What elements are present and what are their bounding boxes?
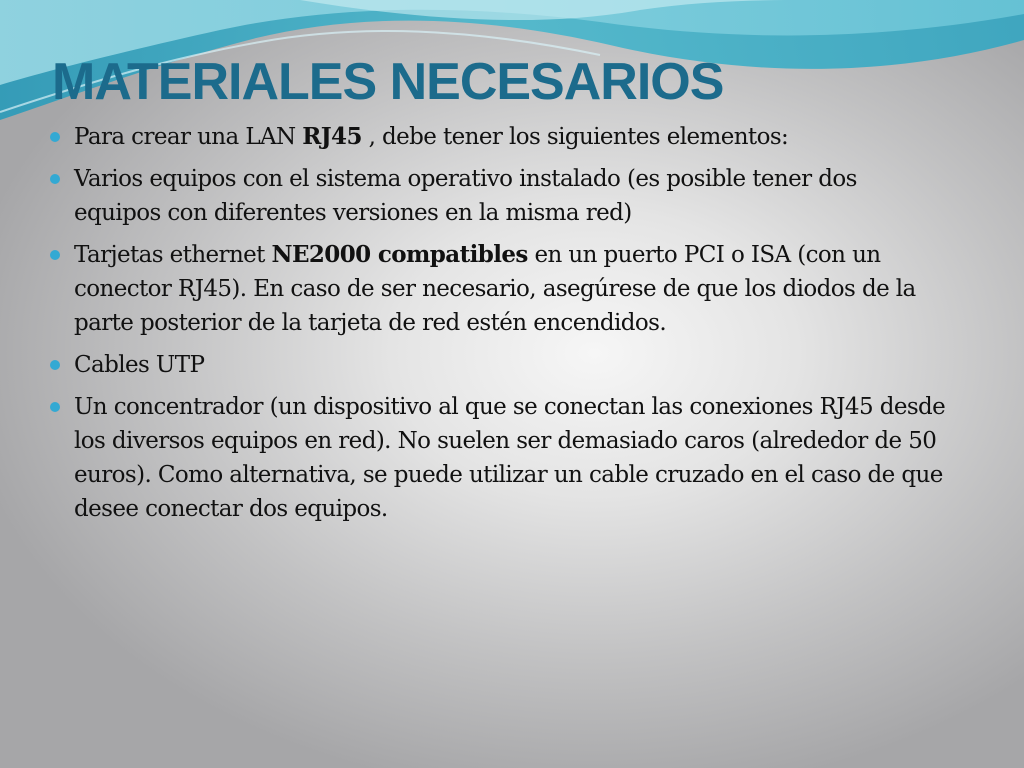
- bullet-dot-icon: [50, 402, 60, 412]
- bullet-text: Para crear una LAN: [74, 124, 303, 150]
- bullet-text-bold: NE2000 compatibles: [271, 241, 528, 268]
- slide-title: MATERIALES NECESARIOS: [52, 53, 724, 111]
- bullet-item: [48, 120, 948, 154]
- bullet-list: [48, 120, 948, 534]
- bullet-text: Cables UTP: [74, 352, 205, 378]
- bullet-text: Varios equipos con el sistema operativo instalado (es posible tener dos equipos con diferentes versiones en la misma red): [74, 166, 857, 226]
- bullet-dot-icon: [50, 132, 60, 142]
- bullet-dot-icon: [50, 174, 60, 184]
- bullet-item: [48, 390, 948, 526]
- bullet-text: , debe tener los siguientes elementos:: [361, 124, 789, 150]
- bullet-dot-icon: [50, 360, 60, 370]
- bullet-dot-icon: [50, 250, 60, 260]
- bullet-text: Tarjetas ethernet: [74, 242, 272, 268]
- bullet-item: [48, 348, 948, 382]
- bullet-text: en un puerto PCI o ISA (con un conector RJ45). En caso de ser necesario, asegúrese de que los diodos de la parte posterior de la tarjeta de red estén encendidos.: [74, 242, 916, 336]
- bullet-text-bold: RJ45: [302, 123, 362, 150]
- bullet-item: [48, 162, 948, 230]
- bullet-text: Un concentrador (un dispositivo al que se conectan las conexiones RJ45 desde los diversos equipos en red). No suelen ser demasiado caros (alrededor de 50 euros). Como alternativa, se puede utilizar un cable cruzado en el caso de que desee conectar dos equipos.: [74, 394, 946, 522]
- bullet-item: [48, 238, 948, 340]
